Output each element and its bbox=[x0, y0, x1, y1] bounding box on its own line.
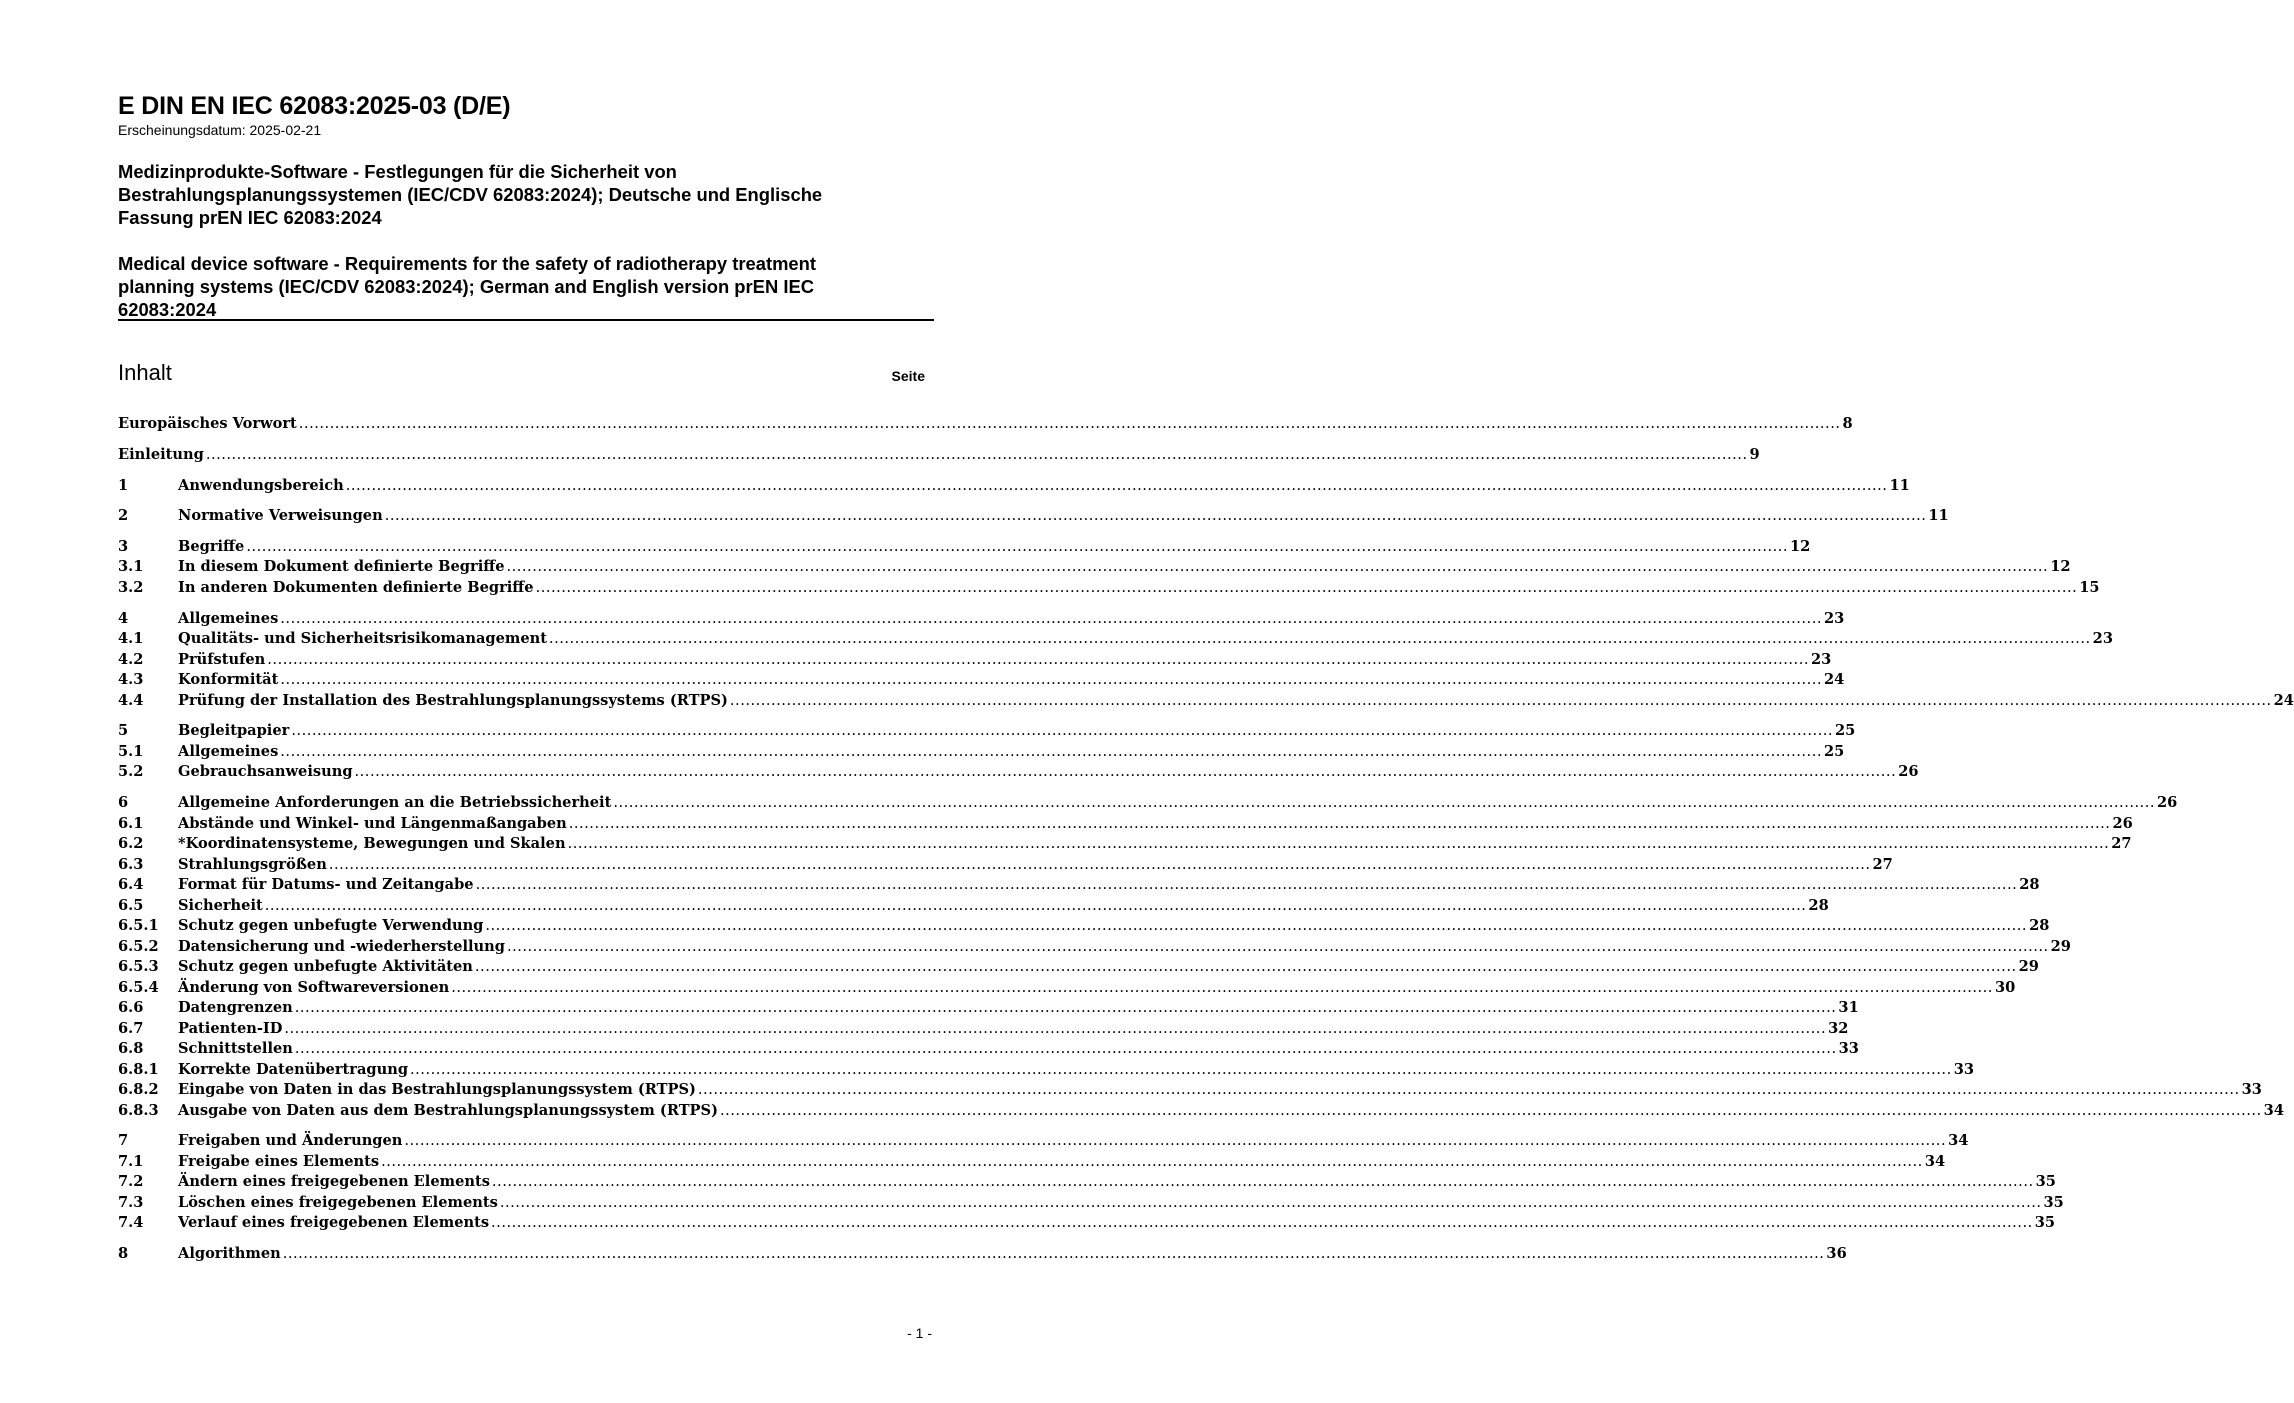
german-title-line: Bestrahlungsplanungssystemen (IEC/CDV 62083:2024); Deutsche und Englische bbox=[118, 184, 823, 206]
toc-entry[interactable] bbox=[118, 743, 1845, 763]
toc-entry[interactable] bbox=[118, 477, 1910, 497]
toc-dot-leader: ............................................................................................................................................................................................................................................................................................................ bbox=[328, 856, 1871, 873]
toc-entry-title: Verlauf eines freigegebenen Elements bbox=[178, 1214, 490, 1231]
toc-entry[interactable] bbox=[118, 1132, 1969, 1152]
toc-entry-title: Datensicherung und -wiederherstellung bbox=[178, 938, 505, 955]
toc-entry[interactable] bbox=[118, 917, 2050, 937]
toc-entry-page: 25 bbox=[1835, 722, 1856, 739]
toc-entry-title: In anderen Dokumenten definierte Begriffe bbox=[178, 579, 534, 596]
toc-dot-leader: ............................................................................................................................................................................................................................................................................................................ bbox=[548, 630, 2091, 647]
toc-entry[interactable] bbox=[118, 1081, 2262, 1101]
toc-entry-title: Korrekte Datenübertragung bbox=[178, 1061, 409, 1078]
toc-entry-title: In diesem Dokument definierte Begriffe bbox=[178, 558, 505, 575]
toc-entry[interactable] bbox=[118, 1020, 1849, 1040]
toc-entry-page: 35 bbox=[2043, 1194, 2064, 1211]
toc-entry-page: 35 bbox=[2034, 1214, 2056, 1231]
toc-entry-title: Prüfung der Installation des Bestrahlungsplanungssystems (RTPS) bbox=[178, 692, 728, 709]
toc-entry-number: 6.5.1 bbox=[118, 917, 159, 934]
toc-entry[interactable] bbox=[118, 651, 1832, 671]
toc-entry-page: 28 bbox=[2029, 917, 2050, 934]
toc-entry-number: 7 bbox=[118, 1132, 129, 1149]
toc-dot-leader: ............................................................................................................................................................................................................................................................................................................ bbox=[404, 1132, 1947, 1149]
english-title-line: planning systems (IEC/CDV 62083:2024); German and English version prEN IEC bbox=[118, 276, 814, 298]
toc-entry-page: 31 bbox=[1838, 999, 1859, 1016]
toc-entry-title: Schnittstellen bbox=[178, 1040, 293, 1057]
toc-entry[interactable] bbox=[118, 722, 1856, 742]
toc-dot-leader: ............................................................................................................................................................................................................................................................................................................ bbox=[506, 558, 2049, 575]
toc-entry-title: Konformität bbox=[178, 671, 279, 688]
toc-entry-number: 4.4 bbox=[118, 692, 144, 709]
german-title-line: Medizinprodukte-Software - Festlegungen für die Sicherheit von bbox=[118, 161, 677, 182]
toc-entry-number: 6.8.1 bbox=[118, 1061, 159, 1078]
toc-dot-leader: ............................................................................................................................................................................................................................................................................................................ bbox=[280, 610, 1822, 627]
toc-entry-title: Schutz gegen unbefugte Aktivitäten bbox=[178, 958, 473, 975]
toc-entry-number: 4.1 bbox=[118, 630, 144, 647]
toc-dot-leader: ............................................................................................................................................................................................................................................................................................................ bbox=[284, 1020, 1827, 1037]
toc-entry-page: 32 bbox=[1828, 1020, 1849, 1037]
toc-entry[interactable] bbox=[118, 692, 2294, 712]
toc-dot-leader: ............................................................................................................................................................................................................................................................................................................ bbox=[345, 477, 1888, 494]
toc-entry-page: 29 bbox=[2050, 938, 2071, 955]
toc-entry[interactable] bbox=[118, 1061, 1975, 1081]
toc-entry-number: 8 bbox=[118, 1245, 129, 1262]
toc-entry-page: 11 bbox=[1928, 507, 1949, 524]
toc-entry-title: Normative Verweisungen bbox=[178, 507, 383, 524]
toc-entry-title: Eingabe von Daten in das Bestrahlungsplanungssystem (RTPS) bbox=[178, 1081, 696, 1098]
toc-entry[interactable] bbox=[118, 1153, 1946, 1173]
toc-dot-leader: ............................................................................................................................................................................................................................................................................................................ bbox=[282, 1245, 1825, 1262]
toc-entry-title: Abstände und Winkel- und Längenmaßangaben bbox=[178, 815, 567, 832]
toc-entry-page: 11 bbox=[1889, 477, 1910, 494]
toc-entry-title: Patienten-ID bbox=[178, 1020, 283, 1037]
toc-entry-number: 5 bbox=[118, 722, 129, 739]
toc-entry-title: Allgemeine Anforderungen an die Betriebssicherheit bbox=[178, 794, 612, 811]
toc-entry[interactable] bbox=[118, 1102, 2284, 1122]
toc-entry-page: 23 bbox=[2092, 630, 2113, 647]
toc-entry-title: Anwendungsbereich bbox=[178, 477, 344, 494]
toc-entry[interactable] bbox=[118, 446, 1760, 466]
toc-entry[interactable] bbox=[118, 558, 2071, 578]
toc-entry-page: 25 bbox=[1823, 743, 1845, 760]
toc-entry-title: Einleitung bbox=[118, 446, 204, 463]
english-title bbox=[118, 252, 908, 322]
toc-entry-page: 33 bbox=[2241, 1081, 2262, 1098]
toc-entry-page: 34 bbox=[1924, 1153, 1946, 1170]
toc-entry[interactable] bbox=[118, 610, 1845, 630]
toc-entry-page: 27 bbox=[2111, 835, 2132, 852]
toc-dot-leader: ............................................................................................................................................................................................................................................................................................................ bbox=[506, 938, 2049, 955]
toc-entry-title: Schutz gegen unbefugte Verwendung bbox=[178, 917, 484, 934]
english-title-line: Medical device software - Requirements for the safety of radiotherapy treatment bbox=[118, 253, 817, 274]
toc-entry-title: Datengrenzen bbox=[178, 999, 293, 1016]
toc-entry-page: 29 bbox=[2018, 958, 2039, 975]
toc-dot-leader: ............................................................................................................................................................................................................................................................................................................ bbox=[280, 743, 1822, 760]
toc-entry-page: 28 bbox=[1808, 897, 1829, 914]
toc-entry[interactable] bbox=[118, 579, 2100, 599]
toc-heading: Inhalt bbox=[118, 360, 172, 385]
toc-dot-leader: ............................................................................................................................................................................................................................................................................................................ bbox=[729, 692, 2272, 709]
toc-entry-number: 6.5.3 bbox=[118, 958, 159, 975]
toc-entry-number: 6.1 bbox=[118, 815, 144, 832]
toc-dot-leader: ............................................................................................................................................................................................................................................................................................................ bbox=[381, 1153, 1923, 1170]
toc-entry-number: 7.4 bbox=[118, 1214, 144, 1231]
toc-dot-leader: ............................................................................................................................................................................................................................................................................................................ bbox=[474, 958, 2017, 975]
toc-entry-number: 4.3 bbox=[118, 671, 144, 688]
toc-entry[interactable] bbox=[118, 897, 1829, 917]
toc-entry[interactable] bbox=[118, 1214, 2056, 1234]
toc-entry[interactable] bbox=[118, 794, 2178, 814]
toc-dot-leader: ............................................................................................................................................................................................................................................................................................................ bbox=[294, 999, 1837, 1016]
toc-entry-number: 7.1 bbox=[118, 1153, 144, 1170]
toc-entry-page: 27 bbox=[1872, 856, 1893, 873]
toc-entry[interactable] bbox=[118, 815, 2133, 835]
toc-entry-page: 9 bbox=[1749, 446, 1760, 463]
toc-entry-title: Sicherheit bbox=[178, 897, 263, 914]
toc-entry-number: 2 bbox=[118, 507, 129, 524]
toc-entry-number: 6.6 bbox=[118, 999, 144, 1016]
toc-entry-page: 24 bbox=[1824, 671, 1845, 688]
toc-entry-number: 5.2 bbox=[118, 763, 144, 780]
toc-entry-number: 7.2 bbox=[118, 1173, 144, 1190]
toc-entry-title: Freigaben und Änderungen bbox=[178, 1132, 403, 1149]
toc-entry-page: 34 bbox=[1948, 1132, 1969, 1149]
toc-entry[interactable] bbox=[118, 938, 2071, 958]
toc-entry-page: 33 bbox=[1953, 1061, 1975, 1078]
toc-entry-number: 6.8.2 bbox=[118, 1081, 159, 1098]
toc-dot-leader: ............................................................................................................................................................................................................................................................................................................ bbox=[264, 897, 1807, 914]
toc-entry-page: 12 bbox=[2050, 558, 2071, 575]
toc-entry-title: Format für Datums- und Zeitangabe bbox=[178, 876, 474, 893]
toc-entry-number: 6.8 bbox=[118, 1040, 144, 1057]
toc-entry-page: 26 bbox=[2157, 794, 2178, 811]
publication-date: Erscheinungsdatum: 2025-02-21 bbox=[118, 122, 322, 138]
footer-page-number: - 1 - bbox=[907, 1325, 932, 1341]
toc-entry-title: Prüfstufen bbox=[178, 651, 266, 668]
toc-dot-leader: ............................................................................................................................................................................................................................................................................................................ bbox=[491, 1214, 2033, 1231]
toc-entry-number: 4 bbox=[118, 610, 129, 627]
toc-entry[interactable] bbox=[118, 671, 1845, 691]
toc-entry-title: Allgemeines bbox=[178, 610, 279, 627]
toc-entry-title: Änderung von Softwareversionen bbox=[178, 979, 450, 996]
toc-entry[interactable] bbox=[118, 538, 1811, 558]
toc-entry-page: 26 bbox=[1898, 763, 1919, 780]
toc-entry[interactable] bbox=[118, 1245, 1847, 1265]
toc-dot-leader: ............................................................................................................................................................................................................................................................................................................ bbox=[205, 446, 1748, 463]
toc-dot-leader: ............................................................................................................................................................................................................................................................................................................ bbox=[294, 1040, 1837, 1057]
toc-entry-number: 6.3 bbox=[118, 856, 144, 873]
toc-entry[interactable] bbox=[118, 415, 1853, 435]
toc-dot-leader: ............................................................................................................................................................................................................................................................................................................ bbox=[384, 507, 1927, 524]
toc-dot-leader: ............................................................................................................................................................................................................................................................................................................ bbox=[719, 1102, 2262, 1119]
toc-entry[interactable] bbox=[118, 1173, 2056, 1193]
toc-entry-title: Begleitpapier bbox=[178, 722, 290, 739]
toc-entry-number: 3.1 bbox=[118, 558, 144, 575]
toc-entry-page: 12 bbox=[1790, 538, 1811, 555]
toc-entry-number: 6.5.4 bbox=[118, 979, 159, 996]
toc-entry-title: Ändern eines freigegebenen Elements bbox=[178, 1173, 490, 1190]
toc-entry-title: Gebrauchsanweisung bbox=[178, 763, 353, 780]
german-title bbox=[118, 160, 908, 230]
toc-entry-page: 23 bbox=[1823, 610, 1845, 627]
toc-entry-page: 30 bbox=[1994, 979, 2016, 996]
toc-entry-number: 3.2 bbox=[118, 579, 144, 596]
toc-entry-page: 15 bbox=[2079, 579, 2100, 596]
toc-entry-number: 6.5.2 bbox=[118, 938, 159, 955]
toc-entry-number: 3 bbox=[118, 538, 129, 555]
toc-dot-leader: ............................................................................................................................................................................................................................................................................................................ bbox=[485, 917, 2028, 934]
toc-entry-title: Algorithmen bbox=[178, 1245, 281, 1262]
toc-entry-title: Allgemeines bbox=[178, 743, 279, 760]
toc-entry-page: 34 bbox=[2263, 1102, 2284, 1119]
title-divider bbox=[118, 319, 934, 321]
toc-dot-leader: ............................................................................................................................................................................................................................................................................................................ bbox=[354, 763, 1897, 780]
toc-dot-leader: ............................................................................................................................................................................................................................................................................................................ bbox=[613, 794, 2156, 811]
toc-entry-page: 24 bbox=[2273, 692, 2294, 709]
toc-entry-page: 28 bbox=[2019, 876, 2040, 893]
toc-entry-page: 36 bbox=[1826, 1245, 1847, 1262]
toc-entry[interactable] bbox=[118, 876, 2040, 896]
toc-entry-number: 6.8.3 bbox=[118, 1102, 159, 1119]
english-title-line: 62083:2024 bbox=[118, 299, 217, 321]
toc-entry-number: 1 bbox=[118, 477, 129, 494]
toc-dot-leader: ............................................................................................................................................................................................................................................................................................................ bbox=[568, 815, 2111, 832]
toc-entry-title: *Koordinatensysteme, Bewegungen und Skalen bbox=[178, 835, 566, 852]
toc-entry-number: 6.2 bbox=[118, 835, 144, 852]
toc-dot-leader: ............................................................................................................................................................................................................................................................................................................ bbox=[410, 1061, 1952, 1078]
toc-dot-leader: ............................................................................................................................................................................................................................................................................................................ bbox=[697, 1081, 2240, 1098]
toc-entry-title: Ausgabe von Daten aus dem Bestrahlungsplanungssystem (RTPS) bbox=[178, 1102, 718, 1119]
document-title: E DIN EN IEC 62083:2025-03 (D/E) bbox=[118, 92, 511, 120]
toc-entry-page: 33 bbox=[1838, 1040, 1859, 1057]
toc-dot-leader: ............................................................................................................................................................................................................................................................................................................ bbox=[246, 538, 1789, 555]
toc-dot-leader: ............................................................................................................................................................................................................................................................................................................ bbox=[451, 979, 1993, 996]
toc-entry-title: Europäisches Vorwort bbox=[118, 415, 297, 432]
toc-entry-page: 8 bbox=[1842, 415, 1853, 432]
toc-entry[interactable] bbox=[118, 1040, 1859, 1060]
toc-entry-title: Begriffe bbox=[178, 538, 245, 555]
toc-entry-number: 6.5 bbox=[118, 897, 144, 914]
toc-dot-leader: ............................................................................................................................................................................................................................................................................................................ bbox=[567, 835, 2110, 852]
toc-entry-title: Löschen eines freigegebenen Elements bbox=[178, 1194, 498, 1211]
toc-entry-number: 6 bbox=[118, 794, 129, 811]
toc-entry-page: 35 bbox=[2035, 1173, 2056, 1190]
toc-dot-leader: ............................................................................................................................................................................................................................................................................................................ bbox=[491, 1173, 2034, 1190]
toc-entry-number: 7.3 bbox=[118, 1194, 144, 1211]
toc-entry[interactable] bbox=[118, 958, 2039, 978]
toc-entry[interactable] bbox=[118, 507, 1949, 527]
toc-entry-page: 26 bbox=[2112, 815, 2133, 832]
toc-entry[interactable] bbox=[118, 856, 1893, 876]
toc-dot-leader: ............................................................................................................................................................................................................................................................................................................ bbox=[280, 671, 1823, 688]
toc-entry-number: 6.4 bbox=[118, 876, 144, 893]
toc-entry-title: Freigabe eines Elements bbox=[178, 1153, 380, 1170]
toc-entry[interactable] bbox=[118, 999, 1859, 1019]
toc-entry[interactable] bbox=[118, 835, 2132, 855]
toc-dot-leader: ............................................................................................................................................................................................................................................................................................................ bbox=[291, 722, 1834, 739]
toc-entry-title: Strahlungsgrößen bbox=[178, 856, 327, 873]
toc-entry[interactable] bbox=[118, 763, 1919, 783]
toc-dot-leader: ............................................................................................................................................................................................................................................................................................................ bbox=[535, 579, 2078, 596]
toc-dot-leader: ............................................................................................................................................................................................................................................................................................................ bbox=[499, 1194, 2042, 1211]
toc-dot-leader: ............................................................................................................................................................................................................................................................................................................ bbox=[475, 876, 2018, 893]
toc-page-column-label: Seite bbox=[891, 368, 925, 384]
toc-entry[interactable] bbox=[118, 630, 2113, 650]
toc-entry-number: 4.2 bbox=[118, 651, 144, 668]
german-title-line: Fassung prEN IEC 62083:2024 bbox=[118, 207, 382, 229]
toc-entry-page: 23 bbox=[1810, 651, 1832, 668]
toc-entry-title: Qualitäts- und Sicherheitsrisikomanagement bbox=[178, 630, 547, 647]
toc-entry[interactable] bbox=[118, 979, 2016, 999]
toc-entry[interactable] bbox=[118, 1194, 2064, 1214]
toc-dot-leader: ............................................................................................................................................................................................................................................................................................................ bbox=[267, 651, 1809, 668]
toc-entry-number: 6.7 bbox=[118, 1020, 144, 1037]
toc-entry-number: 5.1 bbox=[118, 743, 144, 760]
toc-dot-leader: ............................................................................................................................................................................................................................................................................................................ bbox=[298, 415, 1841, 432]
